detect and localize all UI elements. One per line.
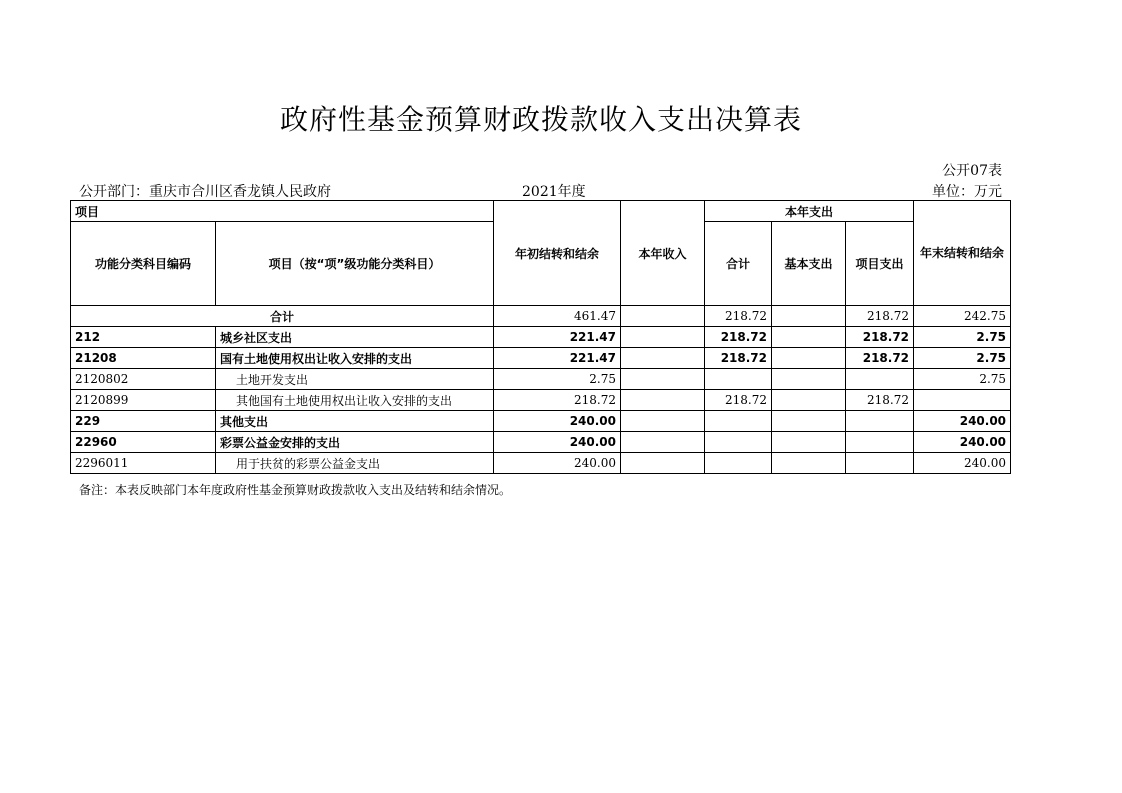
table-row <box>71 369 1011 390</box>
cell-basic <box>772 369 846 390</box>
cell-basic <box>772 390 846 411</box>
cell-project: 218.72 <box>846 327 914 348</box>
cell-begin: 240.00 <box>494 432 621 453</box>
total-project: 218.72 <box>846 306 914 327</box>
cell-income <box>621 390 705 411</box>
header-expense-group: 本年支出 <box>705 201 914 222</box>
header-total: 合计 <box>705 222 772 306</box>
department-label: 公开部门：重庆市合川区香龙镇人民政府 <box>79 184 331 200</box>
header-item: 项目 <box>71 201 494 222</box>
cell-income <box>621 432 705 453</box>
cell-code: 2296011 <box>71 453 216 474</box>
cell-total <box>705 369 772 390</box>
header-func-code: 功能分类科目编码 <box>71 222 216 306</box>
cell-name: 国有土地使用权出让收入安排的支出 <box>216 348 494 369</box>
table-row <box>71 411 1011 432</box>
cell-name: 土地开发支出 <box>216 369 494 390</box>
cell-name: 用于扶贫的彩票公益金支出 <box>216 453 494 474</box>
total-begin: 461.47 <box>494 306 621 327</box>
cell-begin: 240.00 <box>494 453 621 474</box>
cell-project: 218.72 <box>846 390 914 411</box>
header-end-balance: 年末结转和结余 <box>914 201 1011 306</box>
page-title: 政府性基金预算财政拨款收入支出决算表 <box>279 103 802 136</box>
cell-begin: 221.47 <box>494 348 621 369</box>
cell-income <box>621 369 705 390</box>
cell-name: 其他国有土地使用权出让收入安排的支出 <box>216 390 494 411</box>
cell-begin: 221.47 <box>494 327 621 348</box>
header-income: 本年收入 <box>621 201 705 306</box>
cell-project <box>846 432 914 453</box>
cell-income <box>621 327 705 348</box>
cell-end: 240.00 <box>914 453 1011 474</box>
cell-code: 229 <box>71 411 216 432</box>
cell-end: 240.00 <box>914 411 1011 432</box>
cell-income <box>621 411 705 432</box>
cell-code: 22960 <box>71 432 216 453</box>
cell-total: 218.72 <box>705 390 772 411</box>
cell-basic <box>772 411 846 432</box>
cell-name: 城乡社区支出 <box>216 327 494 348</box>
header-project: 项目支出 <box>846 222 914 306</box>
cell-income <box>621 453 705 474</box>
cell-total <box>705 411 772 432</box>
cell-name: 其他支出 <box>216 411 494 432</box>
cell-basic <box>772 432 846 453</box>
total-row <box>71 306 1011 327</box>
cell-total: 218.72 <box>705 327 772 348</box>
cell-total <box>705 453 772 474</box>
total-label: 合计 <box>71 306 494 327</box>
cell-basic <box>772 453 846 474</box>
cell-name: 彩票公益金安排的支出 <box>216 432 494 453</box>
cell-code: 2120899 <box>71 390 216 411</box>
total-basic <box>772 306 846 327</box>
cell-end: 2.75 <box>914 327 1011 348</box>
total-income <box>621 306 705 327</box>
budget-table <box>70 200 1011 474</box>
table-row <box>71 432 1011 453</box>
cell-total <box>705 432 772 453</box>
table-row <box>71 390 1011 411</box>
footnote: 备注：本表反映部门本年度政府性基金预算财政拨款收入支出及结转和结余情况。 <box>79 483 512 497</box>
cell-end: 2.75 <box>914 348 1011 369</box>
table-row <box>71 327 1011 348</box>
cell-basic <box>772 327 846 348</box>
year-label: 2021年度 <box>522 184 586 200</box>
cell-end: 240.00 <box>914 432 1011 453</box>
table-row <box>71 453 1011 474</box>
cell-code: 21208 <box>71 348 216 369</box>
cell-begin: 218.72 <box>494 390 621 411</box>
table-row <box>71 348 1011 369</box>
form-number: 公开07表 <box>942 163 1002 179</box>
cell-code: 2120802 <box>71 369 216 390</box>
cell-income <box>621 348 705 369</box>
cell-project: 218.72 <box>846 348 914 369</box>
cell-end <box>914 390 1011 411</box>
header-item-name: 项目（按“项”级功能分类科目） <box>216 222 494 306</box>
cell-project <box>846 369 914 390</box>
header-basic: 基本支出 <box>772 222 846 306</box>
header-begin-balance: 年初结转和结余 <box>494 201 621 306</box>
cell-total: 218.72 <box>705 348 772 369</box>
cell-end: 2.75 <box>914 369 1011 390</box>
cell-code: 212 <box>71 327 216 348</box>
cell-project <box>846 453 914 474</box>
cell-project <box>846 411 914 432</box>
cell-begin: 240.00 <box>494 411 621 432</box>
total-total: 218.72 <box>705 306 772 327</box>
total-end: 242.75 <box>914 306 1011 327</box>
cell-begin: 2.75 <box>494 369 621 390</box>
unit-label: 单位：万元 <box>932 184 1002 200</box>
cell-basic <box>772 348 846 369</box>
